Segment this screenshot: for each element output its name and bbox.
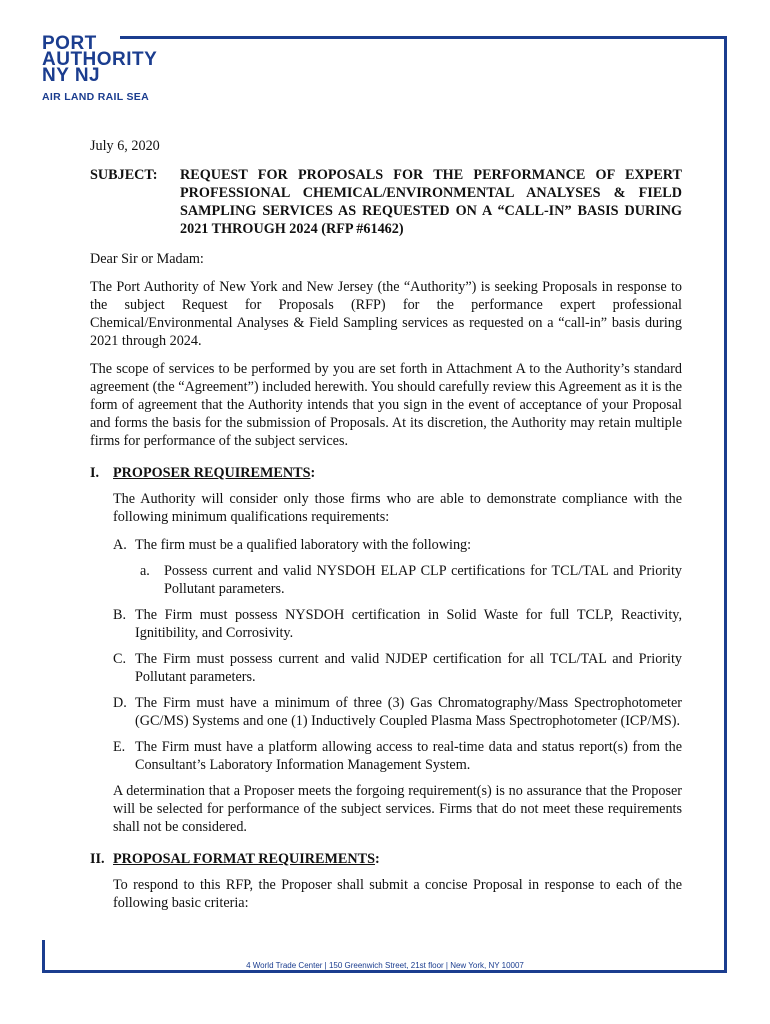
section-closing: A determination that a Proposer meets the forgoing requirement(s) is no assurance that the Proposer will be selected for performance of the subject services. Firms that do not meet these requirements shall not be considered.	[113, 783, 682, 835]
section-intro: To respond to this RFP, the Proposer shall submit a concise Proposal in response to each of the following basic criteria:	[113, 877, 682, 911]
section-heading-proposer-requirements	[90, 464, 682, 482]
list-item-letter: D.	[113, 695, 127, 711]
list-item-text: The Firm must possess current and valid NJDEP certification for all TCL/TAL and Priority Pollutant parameters.	[135, 651, 682, 685]
list-subitem-text: Possess current and valid NYSDOH ELAP CLP certifications for TCL/TAL and Priority Pollutant parameters.	[164, 563, 682, 597]
port-authority-logo	[42, 33, 192, 103]
frame-bottom-border	[42, 970, 727, 973]
list-item-letter: C.	[113, 651, 127, 667]
letter-date: July 6, 2020	[90, 138, 160, 154]
list-item	[113, 606, 682, 642]
section-title: PROPOSAL FORMAT REQUIREMENTS	[113, 851, 375, 867]
logo-line-3: NY NJ	[42, 65, 101, 86]
section-heading-proposal-format	[90, 850, 682, 868]
section-intro: The Authority will consider only those firms who are able to demonstrate compliance with the following minimum qualifications requirements:	[113, 491, 682, 525]
list-subitem	[140, 562, 682, 598]
list-item	[113, 650, 682, 686]
scope-paragraph: The scope of services to be performed by you are set forth in Attachment A to the Authority’s standard agreement (the “Agreement”) included herewith. You should carefully review this Agreement as it is the form of agreement that the Authority intends that you sign in the event of acceptance of your Proposal and forms the basis for the submission of Proposals. At its discretion, the Authority may retain multiple firms for performance of the subject services.	[90, 361, 682, 449]
frame-top-border	[120, 36, 727, 39]
section-number: II.	[90, 851, 105, 867]
section-colon: :	[374, 851, 380, 867]
section-number: I.	[90, 465, 100, 481]
list-subitem-letter: a.	[140, 563, 150, 579]
intro-paragraph: The Port Authority of New York and New Jersey (the “Authority”) is seeking Proposals in response to the subject Request for Proposals (RFP) for the performance expert professional Chemical/Environmental Analyses & Field Sampling services as requested on a “call-in” basis during 2021 through 2024.	[90, 279, 682, 349]
frame-right-border	[724, 36, 727, 970]
logo-line-2: AUTHORITY	[42, 49, 158, 70]
list-item-text: The Firm must have a platform allowing access to real-time data and status report(s) from the Consultant’s Laboratory Information Management System.	[135, 739, 682, 773]
subject-text: REQUEST FOR PROPOSALS FOR THE PERFORMANCE OF EXPERT PROFESSIONAL CHEMICAL/ENVIRONMENTAL ANALYSES & FIELD SAMPLING SERVICES AS REQUESTED ON A “CALL-IN” BASIS DURING 2021 THROUGH 2024 (RFP #61462)	[180, 167, 682, 237]
salutation: Dear Sir or Madam:	[90, 251, 204, 267]
list-item-text: The firm must be a qualified laboratory with the following:	[135, 537, 472, 553]
list-item	[113, 536, 682, 554]
logo-tagline: AIR LAND RAIL SEA	[42, 91, 149, 103]
subject-block	[90, 166, 682, 238]
list-item-text: The Firm must possess NYSDOH certification in Solid Waste for full TCLP, Reactivity, Ignitibility, and Corrosivity.	[135, 607, 682, 641]
subject-label: SUBJECT:	[90, 167, 158, 183]
logo-line-1: PORT	[42, 33, 97, 54]
section-colon: :	[310, 465, 316, 481]
list-item-letter: E.	[113, 739, 126, 755]
letter-body	[90, 137, 682, 922]
list-item-text: The Firm must have a minimum of three (3) Gas Chromatography/Mass Spectrophotometer (GC/MS) Systems and one (1) Inductively Coupled Plasma Mass Spectrophotometer (ICP/MS).	[135, 695, 682, 729]
list-item-letter: A.	[113, 537, 127, 553]
footer-address: 4 World Trade Center | 150 Greenwich Street, 21st floor | New York, NY 10007	[246, 961, 524, 970]
list-item	[113, 738, 682, 774]
list-item	[113, 694, 682, 730]
list-item-letter: B.	[113, 607, 127, 623]
section-title: PROPOSER REQUIREMENTS	[113, 465, 311, 481]
